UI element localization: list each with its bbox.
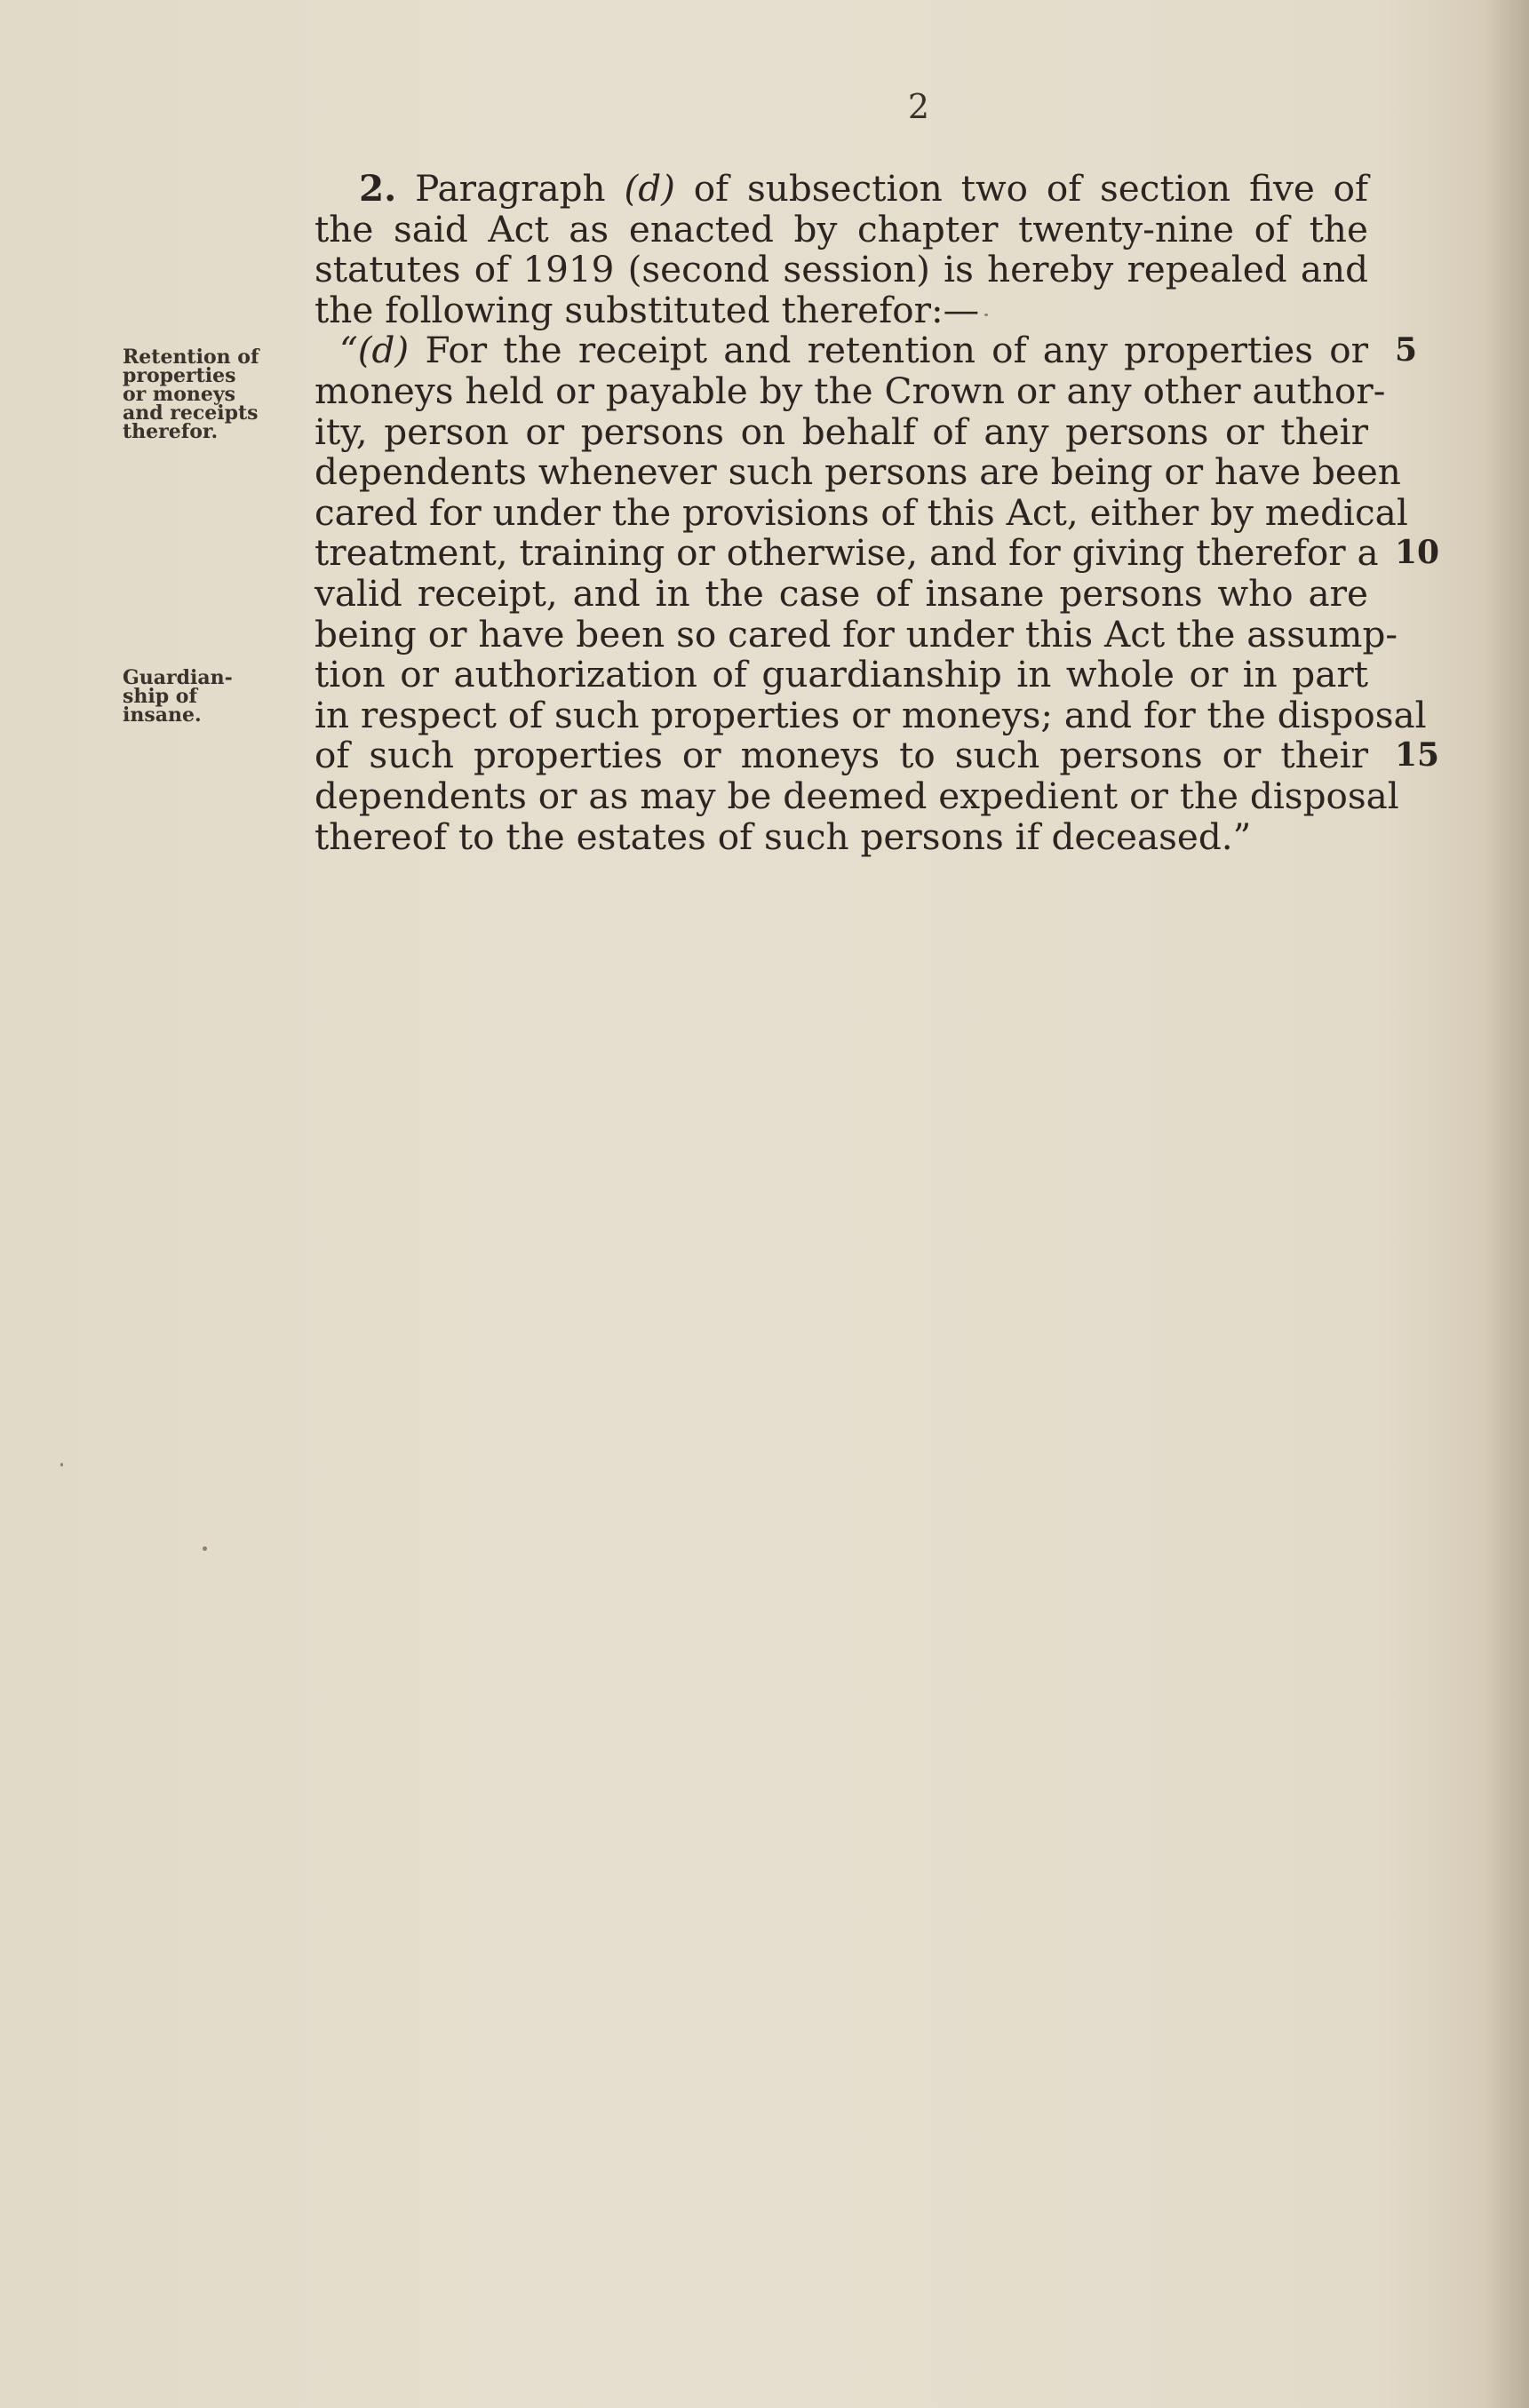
paper-speck	[60, 1463, 63, 1466]
quoted-line: being or have been so cared for under this Act the assump-	[315, 612, 1398, 656]
quoted-line: “(d) For the receipt and retention of any properties or	[339, 329, 1368, 372]
quoted-line: of such properties or moneys to such persons or their	[315, 734, 1368, 777]
section-line: the following substituted therefor:—	[315, 288, 980, 331]
marginal-note-line: insane.	[123, 703, 202, 727]
line-number-10: 10	[1395, 534, 1440, 571]
quoted-line: dependents whenever such persons are being or have been	[315, 450, 1401, 494]
marginal-note-line: ship of	[123, 685, 197, 708]
quoted-line: moneys held or payable by the Crown or any other author-	[315, 369, 1386, 412]
line-number-15: 15	[1395, 736, 1440, 774]
marginal-note-line: or moneys	[123, 383, 236, 406]
quoted-line: dependents or as may be deemed expedient or the disposal	[315, 774, 1399, 817]
quoted-line: valid receipt, and in the case of insane persons who are	[315, 571, 1368, 615]
marginal-note-line: Retention of	[123, 346, 259, 369]
marginal-note-line: properties	[123, 364, 236, 387]
marginal-note-guardianship	[123, 666, 300, 727]
marginal-note-line: and receipts	[123, 401, 259, 425]
paper-speck	[203, 1546, 207, 1551]
quoted-line: tion or authorization of guardianship in whole or in part	[315, 653, 1368, 696]
quoted-line: treatment, training or otherwise, and for giving therefor a	[315, 531, 1379, 575]
line-number-5: 5	[1395, 331, 1418, 369]
quoted-line: in respect of such properties or moneys; and for the disposal	[315, 693, 1427, 736]
quoted-line: cared for under the provisions of this Act, either by medical	[315, 490, 1408, 534]
paper-speck	[984, 314, 988, 316]
section-line: 2. Paragraph (d) of subsection two of section five of	[359, 167, 1368, 210]
section-number: 2.	[359, 167, 397, 210]
quoted-line: ity, person or persons on behalf of any persons or their	[315, 409, 1368, 453]
quoted-line: thereof to the estates of such persons if deceased.”	[315, 815, 1252, 858]
marginal-note-line: therefor.	[123, 420, 219, 443]
section-line: the said Act as enacted by chapter twenty-nine of the	[315, 207, 1368, 250]
page-number: 2	[907, 87, 930, 126]
marginal-note-line: Guardian-	[123, 666, 233, 689]
marginal-note-retention	[123, 348, 300, 441]
section-line: statutes of 1919 (second session) is hereby repealed and	[315, 248, 1368, 291]
